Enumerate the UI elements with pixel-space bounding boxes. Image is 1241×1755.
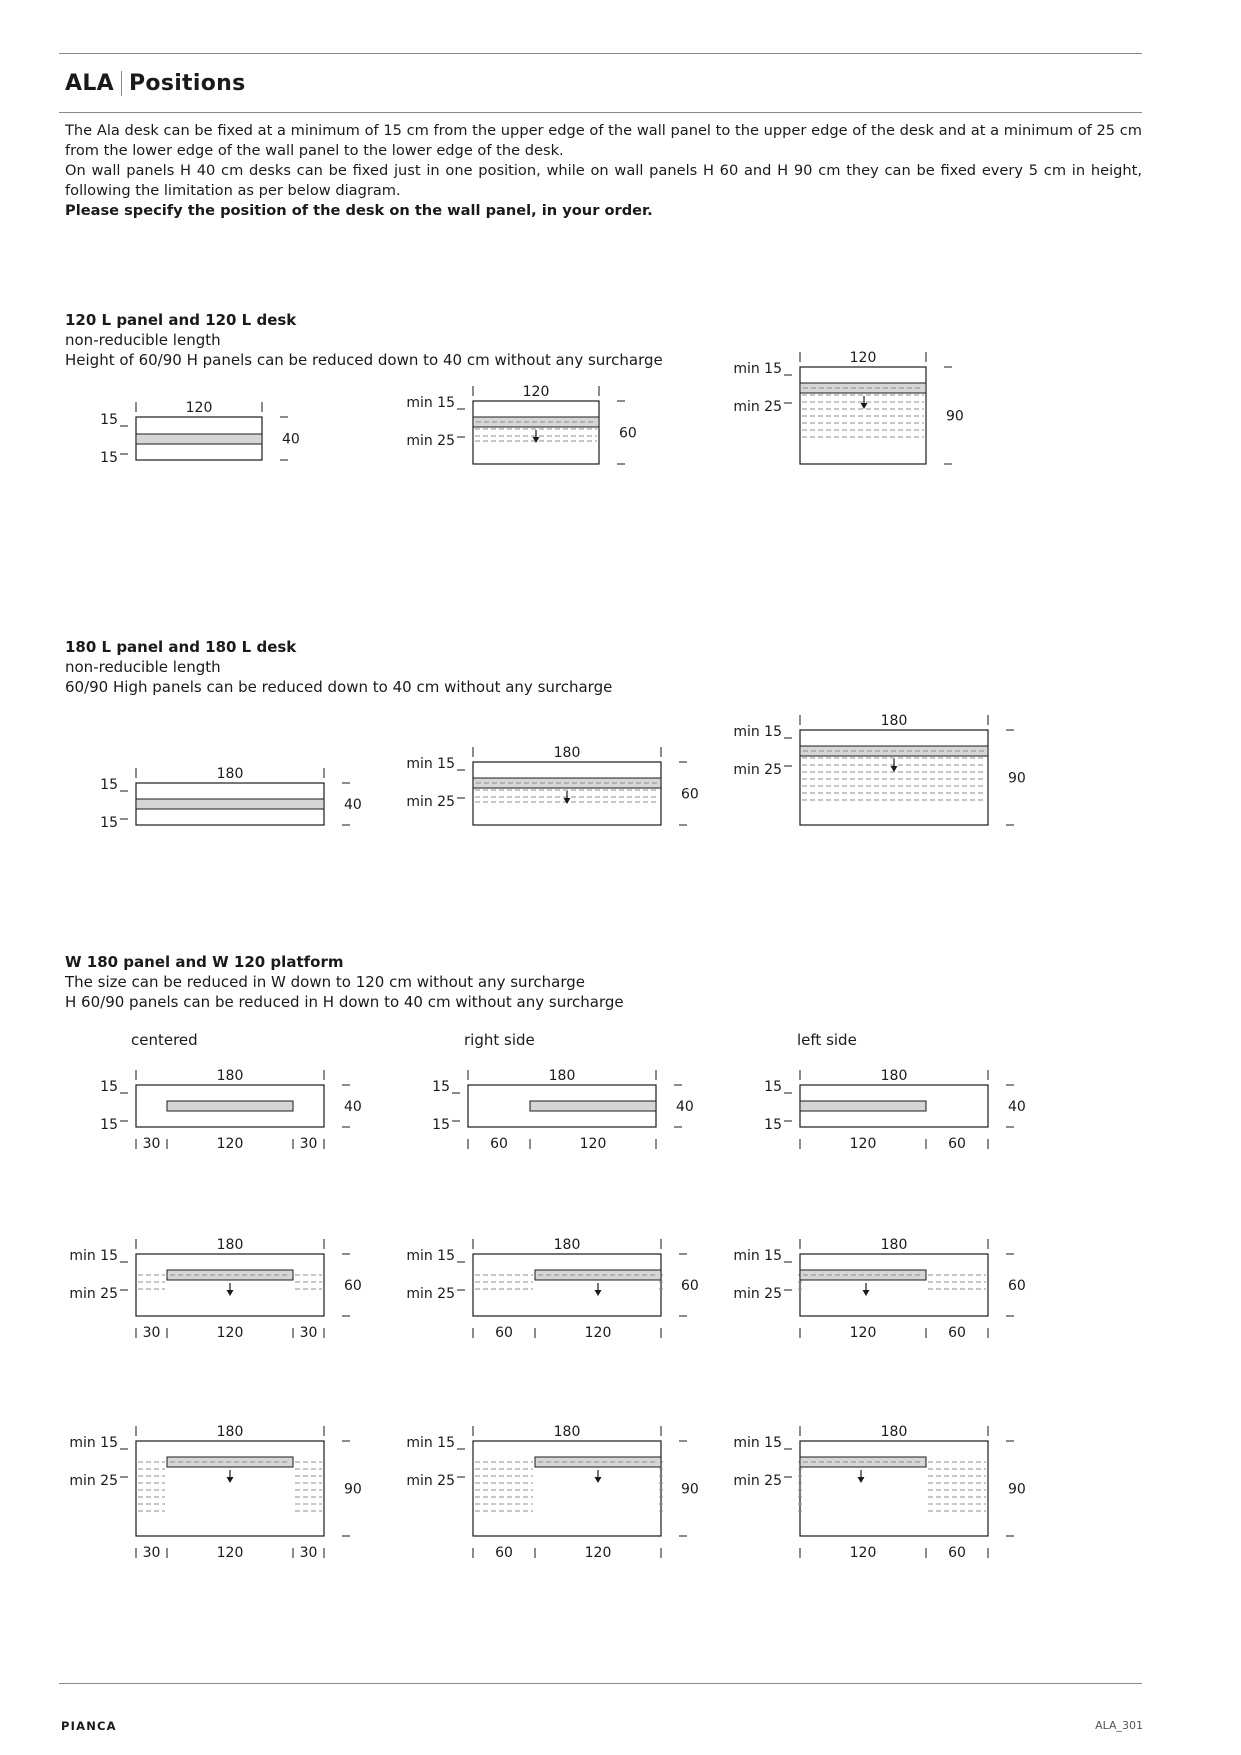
bottom-offset-label: 15 xyxy=(100,815,118,831)
segment-width-label: 60 xyxy=(490,1136,508,1152)
bottom-offset-label: min 25 xyxy=(406,794,455,810)
segment-width-label: 120 xyxy=(584,1545,612,1561)
panel-width-label: 180 xyxy=(216,766,244,782)
segment-width-label: 120 xyxy=(849,1325,877,1341)
top-offset-label: min 15 xyxy=(69,1248,118,1264)
segment-width-label: 120 xyxy=(849,1545,877,1561)
top-offset-label: 15 xyxy=(100,777,118,793)
bottom-offset-label: min 25 xyxy=(69,1473,118,1489)
section-title-180: 180 L panel and 180 L desk xyxy=(65,638,297,656)
bottom-offset-label: min 25 xyxy=(733,762,782,778)
panel-height-label: 40 xyxy=(282,431,300,448)
section-note-120-b: Height of 60/90 H panels can be reduced down to 40 cm without any surcharge xyxy=(65,351,663,369)
variant-label-centered: centered xyxy=(131,1031,198,1049)
bottom-offset-label: min 25 xyxy=(406,1286,455,1302)
segment-width-label: 30 xyxy=(142,1325,161,1341)
bottom-offset-label: min 25 xyxy=(733,1286,782,1302)
top-offset-label: min 15 xyxy=(69,1435,118,1451)
intro-instruction: Please specify the position of the desk on the wall panel, in your order. xyxy=(65,202,653,219)
panel-width-label: 180 xyxy=(880,1424,908,1440)
panel-width-label: 180 xyxy=(548,1068,576,1084)
section-note-120-a: non-reducible length xyxy=(65,331,221,349)
panel-width-label: 180 xyxy=(880,1237,908,1253)
desk xyxy=(136,434,262,444)
segment-width-label: 120 xyxy=(579,1136,607,1152)
brand-label: ALA xyxy=(65,71,122,96)
panel-height-label: 90 xyxy=(946,408,964,425)
panel-height-label: 40 xyxy=(1008,1099,1026,1115)
panel-height-label: 60 xyxy=(619,425,637,442)
bottom-offset-label: min 25 xyxy=(406,1473,455,1489)
bottom-offset-label: 15 xyxy=(100,450,118,466)
footer-brand: PIANCA xyxy=(61,1719,117,1733)
bottom-offset-label: 15 xyxy=(432,1117,450,1133)
wall-panel xyxy=(473,1254,661,1316)
panel-width-label: 180 xyxy=(216,1424,244,1440)
segment-width-label: 120 xyxy=(216,1545,244,1561)
panel-width-label: 180 xyxy=(216,1237,244,1253)
segment-width-label: 60 xyxy=(495,1325,513,1341)
desk xyxy=(136,799,324,809)
panel-width-label: 120 xyxy=(849,350,877,366)
panel-height-label: 60 xyxy=(344,1278,362,1294)
top-offset-label: 15 xyxy=(432,1079,450,1095)
bottom-offset-label: min 25 xyxy=(406,433,455,449)
segment-width-label: 120 xyxy=(584,1325,612,1341)
panel-height-label: 40 xyxy=(676,1099,694,1115)
variant-label-left: left side xyxy=(797,1031,857,1049)
segment-width-label: 60 xyxy=(948,1325,966,1341)
panel-width-label: 180 xyxy=(880,1068,908,1084)
panel-width-label: 180 xyxy=(553,745,581,761)
segment-width-label: 60 xyxy=(948,1136,966,1152)
segment-width-label: 120 xyxy=(849,1136,877,1152)
top-offset-label: min 15 xyxy=(733,1435,782,1451)
panel-height-label: 60 xyxy=(1008,1278,1026,1294)
desk xyxy=(530,1101,656,1111)
panel-height-label: 40 xyxy=(344,797,362,813)
footer-rule xyxy=(59,1683,1142,1684)
intro-paragraph-1: The Ala desk can be fixed at a minimum of 15 cm from the upper edge of the wall panel to the upper edge of the desk and at a minimum of 25 cm from the lower edge of the wall panel to the lower edge of the desk. xyxy=(65,122,1142,159)
top-offset-label: min 15 xyxy=(733,724,782,740)
panel-height-label: 90 xyxy=(681,1481,699,1498)
panel-height-label: 60 xyxy=(681,1278,699,1294)
bottom-offset-label: min 25 xyxy=(69,1286,118,1302)
segment-width-label: 30 xyxy=(299,1545,318,1561)
top-offset-label: min 15 xyxy=(406,1248,455,1264)
top-offset-label: min 15 xyxy=(406,395,455,411)
panel-width-label: 120 xyxy=(185,400,213,416)
bottom-offset-label: min 25 xyxy=(733,1473,782,1489)
top-offset-label: 15 xyxy=(100,412,118,428)
segment-width-label: 120 xyxy=(216,1325,244,1341)
panel-height-label: 90 xyxy=(1008,1481,1026,1498)
top-offset-label: 15 xyxy=(100,1079,118,1095)
bottom-offset-label: 15 xyxy=(764,1117,782,1133)
section-note-w180-b: H 60/90 panels can be reduced in H down to 40 cm without any surcharge xyxy=(65,993,624,1011)
section-note-180-a: non-reducible length xyxy=(65,658,221,676)
bottom-offset-label: 15 xyxy=(100,1117,118,1133)
section-title-120: 120 L panel and 120 L desk xyxy=(65,311,297,329)
panel-height-label: 60 xyxy=(681,786,699,803)
intro-paragraph-2: On wall panels H 40 cm desks can be fixed just in one position, while on wall panels H 60 and H 90 cm they can be fixed every 5 cm in height, following the limitation as per below diagram. xyxy=(65,162,1142,199)
wall-panel xyxy=(473,1441,661,1536)
panel-width-label: 180 xyxy=(553,1237,581,1253)
segment-width-label: 30 xyxy=(299,1136,318,1152)
page-code: ALA_301 xyxy=(1095,1719,1143,1732)
panel-width-label: 180 xyxy=(216,1068,244,1084)
desk xyxy=(167,1101,293,1111)
top-offset-label: min 15 xyxy=(406,1435,455,1451)
top-offset-label: min 15 xyxy=(733,1248,782,1264)
wall-panel xyxy=(800,1254,988,1316)
segment-width-label: 30 xyxy=(142,1545,161,1561)
top-offset-label: min 15 xyxy=(733,361,782,377)
top-offset-label: min 15 xyxy=(406,756,455,772)
desk xyxy=(800,1101,926,1111)
segment-width-label: 30 xyxy=(142,1136,161,1152)
panel-width-label: 180 xyxy=(553,1424,581,1440)
wall-panel xyxy=(136,1441,324,1536)
panel-height-label: 90 xyxy=(344,1481,362,1498)
segment-width-label: 60 xyxy=(495,1545,513,1561)
panel-width-label: 120 xyxy=(522,384,550,400)
top-offset-label: 15 xyxy=(764,1079,782,1095)
bottom-offset-label: min 25 xyxy=(733,399,782,415)
panel-height-label: 90 xyxy=(1008,770,1026,787)
segment-width-label: 60 xyxy=(948,1545,966,1561)
panel-height-label: 40 xyxy=(344,1099,362,1115)
segment-width-label: 30 xyxy=(299,1325,318,1341)
panel-width-label: 180 xyxy=(880,713,908,729)
wall-panel xyxy=(800,1441,988,1536)
segment-width-label: 120 xyxy=(216,1136,244,1152)
wall-panel xyxy=(800,730,988,825)
variant-label-right: right side xyxy=(464,1031,535,1049)
section-note-w180-a: The size can be reduced in W down to 120 cm without any surcharge xyxy=(65,973,586,991)
section-title-w180: W 180 panel and W 120 platform xyxy=(65,953,344,971)
title-label: Positions xyxy=(128,71,246,96)
section-note-180-b: 60/90 High panels can be reduced down to 40 cm without any surcharge xyxy=(65,678,613,696)
